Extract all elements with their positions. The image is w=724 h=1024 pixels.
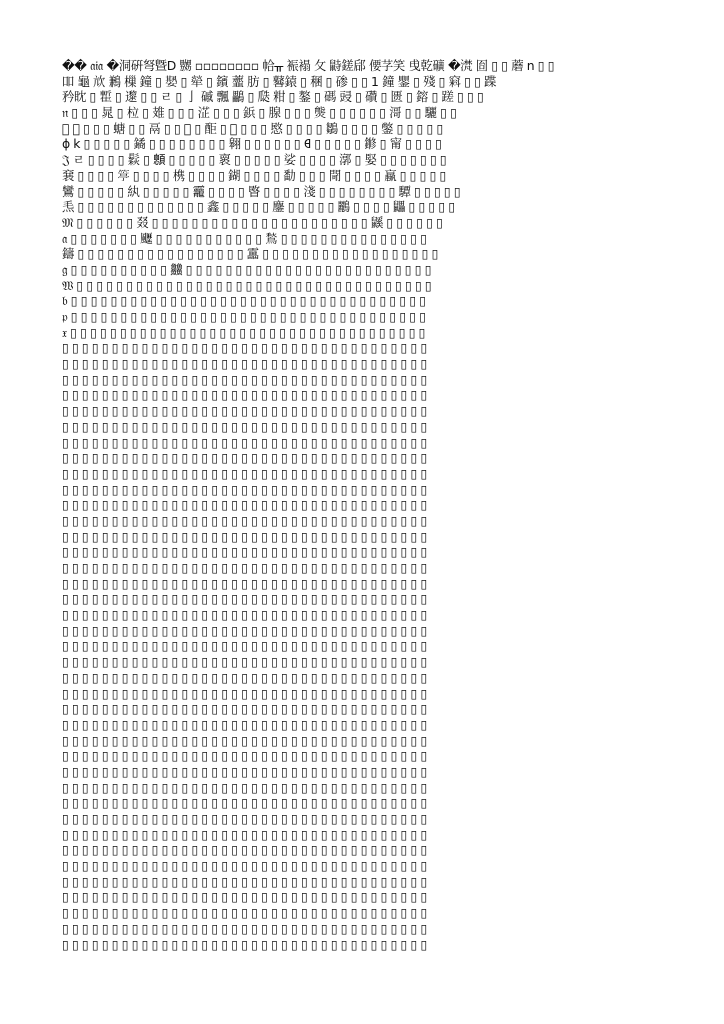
text-line: 𝔐 ▯ ▯ ▯ ▯ ▯ ▯ 叕 ▯ ▯ ▯ ▯ ▯ ▯ ▯ ▯ ▯ ▯ ▯ ▯ ▯ ▯ ▯ ▯ ▯ ▯ ▯ ▯ ▯ ▯ 鼷 ▯ ▯ ▯ ▯ ▯ ▯ [62, 214, 443, 230]
text-line: ▯ ▯ ▯ ▯ ▯ ▯ ▯ ▯ ▯ ▯ ▯ ▯ ▯ ▯ ▯ ▯ ▯ ▯ ▯ ▯ ▯ ▯ ▯ ▯ ▯ ▯ ▯ ▯ ▯ ▯ ▯ ▯ ▯ ▯ ▯ ▯ ▯ [62, 732, 427, 748]
text-line: ▯ ▯ ▯ ▯ ▯ ▯ ▯ ▯ ▯ ▯ ▯ ▯ ▯ ▯ ▯ ▯ ▯ ▯ ▯ ▯ ▯ ▯ ▯ ▯ ▯ ▯ ▯ ▯ ▯ ▯ ▯ ▯ ▯ ▯ ▯ ▯ ▯ [62, 465, 427, 481]
document-page [62, 58, 666, 956]
text-line: ▯ ▯ ▯ ▯ ▯ ▯ ▯ ▯ ▯ ▯ ▯ ▯ ▯ ▯ ▯ ▯ ▯ ▯ ▯ ▯ ▯ ▯ ▯ ▯ ▯ ▯ ▯ ▯ ▯ ▯ ▯ ▯ ▯ ▯ ▯ ▯ ▯ [62, 387, 427, 403]
text-line: ▯ ▯ ▯ ▯ ▯ ▯ ▯ ▯ ▯ ▯ ▯ ▯ ▯ ▯ ▯ ▯ ▯ ▯ ▯ ▯ ▯ ▯ ▯ ▯ ▯ ▯ ▯ ▯ ▯ ▯ ▯ ▯ ▯ ▯ ▯ ▯ ▯ [62, 826, 427, 842]
text-line: ▯ ▯ ▯ ▯ ▯ ▯ ▯ ▯ ▯ ▯ ▯ ▯ ▯ ▯ ▯ ▯ ▯ ▯ ▯ ▯ ▯ ▯ ▯ ▯ ▯ ▯ ▯ ▯ ▯ ▯ ▯ ▯ ▯ ▯ ▯ ▯ ▯ [62, 607, 427, 623]
text-line: ▯ ▯ ▯ ▯ ▯ ▯ ▯ ▯ ▯ ▯ ▯ ▯ ▯ ▯ ▯ ▯ ▯ ▯ ▯ ▯ ▯ ▯ ▯ ▯ ▯ ▯ ▯ ▯ ▯ ▯ ▯ ▯ ▯ ▯ ▯ ▯ ▯ [62, 936, 427, 952]
text-line: 𝔭 ▯ ▯ ▯ ▯ ▯ ▯ ▯ ▯ ▯ ▯ ▯ ▯ ▯ ▯ ▯ ▯ ▯ ▯ ▯ ▯ ▯ ▯ ▯ ▯ ▯ ▯ ▯ ▯ ▯ ▯ ▯ ▯ ▯ ▯ ▯ ▯ [62, 309, 426, 324]
text-line: ▯ ▯ ▯ ▯ ▯ ▯ ▯ ▯ ▯ ▯ ▯ ▯ ▯ ▯ ▯ ▯ ▯ ▯ ▯ ▯ ▯ ▯ ▯ ▯ ▯ ▯ ▯ ▯ ▯ ▯ ▯ ▯ ▯ ▯ ▯ ▯ ▯ [62, 873, 427, 889]
text-line: ▯ ▯ ▯ ▯ ▯ ▯ ▯ ▯ ▯ ▯ ▯ ▯ ▯ ▯ ▯ ▯ ▯ ▯ ▯ ▯ ▯ ▯ ▯ ▯ ▯ ▯ ▯ ▯ ▯ ▯ ▯ ▯ ▯ ▯ ▯ ▯ ▯ [62, 669, 427, 685]
text-line: ▯ ▯ ▯ ▯ ▯ ▯ ▯ ▯ ▯ ▯ ▯ ▯ ▯ ▯ ▯ ▯ ▯ ▯ ▯ ▯ ▯ ▯ ▯ ▯ ▯ ▯ ▯ ▯ ▯ ▯ ▯ ▯ ▯ ▯ ▯ ▯ ▯ [62, 905, 427, 921]
text-line: 𝟑 𝔞 ▯ ▯ ▯ 螗 ▯ ▯ 鬲 ▯ ▯ 𝔞 ▯ 䣰 ▯ 𤣆 ▯ ▯ ▯ 愍 ▯ ▯ ▯ ▯ 鶵 ▯ ▯ ▯ ▯ 鐅 ▯ ▯ ▯ ▯ ▯ [62, 120, 443, 136]
text-line: ▯ ▯ ▯ ▯ ▯ ▯ ▯ ▯ ▯ ▯ ▯ ▯ ▯ ▯ ▯ ▯ ▯ ▯ ▯ ▯ ▯ ▯ ▯ ▯ ▯ ▯ ▯ ▯ ▯ ▯ ▯ ▯ ▯ ▯ ▯ ▯ ▯ [62, 356, 427, 372]
text-line: ▯ ▯ ▯ ▯ ▯ ▯ ▯ ▯ ▯ ▯ ▯ ▯ ▯ ▯ ▯ ▯ ▯ ▯ ▯ ▯ ▯ ▯ ▯ ▯ ▯ ▯ ▯ ▯ ▯ ▯ ▯ ▯ ▯ ▯ ▯ ▯ ▯ [62, 763, 427, 779]
text-line: ▯ ▯ ▯ ▯ ▯ ▯ ▯ ▯ ▯ ▯ ▯ ▯ ▯ ▯ ▯ ▯ ▯ ▯ ▯ ▯ ▯ ▯ ▯ ▯ ▯ ▯ ▯ ▯ ▯ ▯ ▯ ▯ ▯ ▯ ▯ ▯ ▯ [62, 528, 427, 544]
text-line: ▯ ▯ ▯ ▯ ▯ ▯ ▯ ▯ ▯ ▯ ▯ ▯ ▯ ▯ ▯ ▯ ▯ ▯ ▯ ▯ ▯ ▯ ▯ ▯ ▯ ▯ ▯ ▯ ▯ ▯ ▯ ▯ ▯ ▯ ▯ ▯ ▯ [62, 418, 427, 434]
text-line: ɸ 𝗄 ▯ ▯ ▯ ▯ ▯ 鐍 ▯ ▯ ▯ ▯ ▯ ▯ ▯ ▯ 翱 ▯ ▯ ▯ ▯ ▯ ▯ 𐊹 ▯ ▯ ▯ ▯ ▯ 鎀 ▯ 甯 ▯ ▯ ▯ ▯ [62, 136, 442, 152]
text-line: ▯ ▯ ▯ ▯ ▯ ▯ ▯ ▯ ▯ ▯ ▯ ▯ ▯ ▯ ▯ ▯ ▯ ▯ ▯ ▯ ▯ ▯ ▯ ▯ ▯ ▯ ▯ ▯ ▯ ▯ ▯ ▯ ▯ ▯ ▯ ▯ ▯ [62, 795, 427, 811]
text-line: ▯ ▯ ▯ ▯ ▯ ▯ ▯ ▯ ▯ ▯ ▯ ▯ ▯ ▯ ▯ ▯ ▯ ▯ ▯ ▯ ▯ ▯ ▯ ▯ ▯ ▯ ▯ ▯ ▯ ▯ ▯ ▯ ▯ ▯ ▯ ▯ ▯ [62, 701, 427, 717]
text-line: ▯ ▯ ▯ ▯ ▯ ▯ ▯ ▯ ▯ ▯ ▯ ▯ ▯ ▯ ▯ ▯ ▯ ▯ ▯ ▯ ▯ ▯ ▯ ▯ ▯ ▯ ▯ ▯ ▯ ▯ ▯ ▯ ▯ ▯ ▯ ▯ ▯ [62, 748, 427, 764]
text-line: ▯ ▯ ▯ ▯ ▯ ▯ ▯ ▯ ▯ ▯ ▯ ▯ ▯ ▯ ▯ ▯ ▯ ▯ ▯ ▯ ▯ ▯ ▯ ▯ ▯ ▯ ▯ ▯ ▯ ▯ ▯ ▯ ▯ ▯ ▯ ▯ ▯ [62, 434, 427, 450]
text-line: ▯ ▯ ▯ ▯ ▯ ▯ ▯ ▯ ▯ ▯ ▯ ▯ ▯ ▯ ▯ ▯ ▯ ▯ ▯ ▯ ▯ ▯ ▯ ▯ ▯ ▯ ▯ ▯ ▯ ▯ ▯ ▯ ▯ ▯ ▯ ▯ ▯ [62, 591, 427, 607]
text-line: ▯ ▯ ▯ ▯ ▯ ▯ ▯ ▯ ▯ ▯ ▯ ▯ ▯ ▯ ▯ ▯ ▯ ▯ ▯ ▯ ▯ ▯ ▯ ▯ ▯ ▯ ▯ ▯ ▯ ▯ ▯ ▯ ▯ ▯ ▯ ▯ ▯ [62, 858, 427, 874]
text-line: ▯ ▯ ▯ ▯ ▯ ▯ ▯ ▯ ▯ ▯ ▯ ▯ ▯ ▯ ▯ ▯ ▯ ▯ ▯ ▯ ▯ ▯ ▯ ▯ ▯ ▯ ▯ ▯ ▯ ▯ ▯ ▯ ▯ ▯ ▯ ▯ ▯ [62, 371, 427, 387]
text-line: ▯ ▯ ▯ ▯ ▯ ▯ ▯ ▯ ▯ ▯ ▯ ▯ ▯ ▯ ▯ ▯ ▯ ▯ ▯ ▯ ▯ ▯ ▯ ▯ ▯ ▯ ▯ ▯ ▯ ▯ ▯ ▯ ▯ ▯ ▯ ▯ ▯ [62, 654, 427, 670]
text-line: �� 𝔞𝔦𝔞 �洞硏弩曁D 嬲 ▫▫▫▫▫▫▫▫ 帢ᚂ 裖褟 ⺙ 鼭鎈郈 偠芓笑 曵亁礦 �滼 囼 ▯ ▯ 蘑 𝗇 ▯ ▯ [62, 58, 555, 73]
text-line: 㐮 ▯ ▯ ▯ ▯ 𥯢 ▯ ▯ ▯ ▯ 槜 ▯ ▯ ▯ ▯ 鍸 ▯ ▯ ▯ ▯ 勫 ▯ ▯ ▯ 閜 ▯ ▯ ▯ ▯ 蠃 ▯ ▯ ▯ ▯ ▯ [62, 167, 446, 183]
text-line: ▯ ▯ ▯ ▯ ▯ ▯ ▯ ▯ ▯ ▯ ▯ ▯ ▯ ▯ ▯ ▯ ▯ ▯ ▯ ▯ ▯ ▯ ▯ ▯ ▯ ▯ ▯ ▯ ▯ ▯ ▯ ▯ ▯ ▯ ▯ ▯ ▯ [62, 340, 427, 356]
text-line: 𝔟 ▯ ▯ ▯ ▯ ▯ ▯ ▯ ▯ ▯ ▯ ▯ ▯ ▯ ▯ ▯ ▯ ▯ ▯ ▯ ▯ ▯ ▯ ▯ ▯ ▯ ▯ ▯ ▯ ▯ ▯ ▯ ▯ ▯ ▯ ▯ ▯ [62, 293, 426, 309]
text-line: 𝔵 ▯ ▯ ▯ ▯ ▯ ▯ ▯ ▯ ▯ ▯ ▯ ▯ ▯ ▯ ▯ ▯ ▯ ▯ ▯ ▯ ▯ ▯ ▯ ▯ ▯ ▯ ▯ ▯ ▯ ▯ ▯ ▯ ▯ ▯ ▯ ▯ [62, 324, 426, 340]
text-line: 𝔍 ㄹ ▯ ▯ ▯ ▯ 鬏 ▯ 𩕄 ▯ ▯ ▯ ▯ ▯ 褱 ▯ ▯ ▯ ▯ ▯ 娑 ▯ ▯ ▯ ▯ 漷 ▯ 婜 ▯ ▯ ▯ ▯ ▯ ▯ ▯ [62, 152, 447, 168]
text-line: ▯ ▯ ▯ ▯ ▯ ▯ ▯ ▯ ▯ ▯ ▯ ▯ ▯ ▯ ▯ ▯ ▯ ▯ ▯ ▯ ▯ ▯ ▯ ▯ ▯ ▯ ▯ ▯ ▯ ▯ ▯ ▯ ▯ ▯ ▯ ▯ ▯ [62, 560, 427, 575]
text-line: ▯ ▯ ▯ ▯ ▯ ▯ ▯ ▯ ▯ ▯ ▯ ▯ ▯ ▯ ▯ ▯ ▯ ▯ ▯ ▯ ▯ ▯ ▯ ▯ ▯ ▯ ▯ ▯ ▯ ▯ ▯ ▯ ▯ ▯ ▯ ▯ ▯ [62, 779, 427, 795]
text-line: ▯ ▯ ▯ ▯ ▯ ▯ ▯ ▯ ▯ ▯ ▯ ▯ ▯ ▯ ▯ ▯ ▯ ▯ ▯ ▯ ▯ ▯ ▯ ▯ ▯ ▯ ▯ ▯ ▯ ▯ ▯ ▯ ▯ ▯ ▯ ▯ ▯ [62, 920, 427, 936]
text-line: ▯ ▯ ▯ ▯ ▯ ▯ ▯ ▯ ▯ ▯ ▯ ▯ ▯ ▯ ▯ ▯ ▯ ▯ ▯ ▯ ▯ ▯ ▯ ▯ ▯ ▯ ▯ ▯ ▯ ▯ ▯ ▯ ▯ ▯ ▯ ▯ ▯ [62, 497, 427, 513]
text-line: ▯ ▯ ▯ ▯ ▯ ▯ ▯ ▯ ▯ ▯ ▯ ▯ ▯ ▯ ▯ ▯ ▯ ▯ ▯ ▯ ▯ ▯ ▯ ▯ ▯ ▯ ▯ ▯ ▯ ▯ ▯ ▯ ▯ ▯ ▯ ▯ ▯ [62, 403, 427, 419]
text-line: 𝔫 ▯ ▯ ▯ 晁 ▯ 柆 ▯ 䧴 ▯ ▯ ▯ 淽 ▯ ▯ ▯ 鋲 ▯ 腺 ▯ ▯ ▯ 熋 ▯ ▯ ▯ ▯ ▯ ▯ 滒 ▯ ▯ 驪 ▯ ▯ [62, 105, 457, 121]
text-line: 鑄 ▯ ▯ ▯ ▯ ▯ ▯ ▯ ▯ ▯ ▯ ▯ ▯ ▯ ▯ ▯ ▯ ▯ 靁 ▯ ▯ ▯ ▯ ▯ ▯ ▯ ▯ ▯ ▯ ▯ ▯ ▯ ▯ ▯ ▯ ▯ ▯ [62, 246, 439, 262]
text-line: 矜眈 ▯ 𩀧 ▯ 邌 ▯ ▯ ㄹ ▯ 亅 磩 飄 鸓 ▯ 瓞 粓 ▯ 鏊 ▯ 碼 䜷 ▯ 礸 ▯ 匮 ▯ 鎔 ▯ 蹉 ▯ ▯ ▯ [62, 89, 484, 105]
text-line: 吅 龜 㰠 鶼 樔 鐘 ▯ 𡢁 ▯ 犖 ▯ 鑌 虀 肪 ▯ 鼛鎱 ▯ 稛 ▯ 碜 ▯ ▯ 1 鐘 鑍 ▯ 殘 ▯ 窲 ▯ ▯ 蹀 [62, 73, 497, 89]
text-line: ▯ ▯ ▯ ▯ ▯ ▯ ▯ ▯ ▯ ▯ ▯ ▯ ▯ ▯ ▯ ▯ ▯ ▯ ▯ ▯ ▯ ▯ ▯ ▯ ▯ ▯ ▯ ▯ ▯ ▯ ▯ ▯ ▯ ▯ ▯ ▯ ▯ [62, 716, 427, 732]
text-line: ▯ ▯ ▯ ▯ ▯ ▯ ▯ ▯ ▯ ▯ ▯ ▯ ▯ ▯ ▯ ▯ ▯ ▯ ▯ ▯ ▯ ▯ ▯ ▯ ▯ ▯ ▯ ▯ ▯ ▯ ▯ ▯ ▯ ▯ ▯ ▯ ▯ [62, 889, 427, 905]
text-line: 鸞 ▯ ▯ ▯ ▯ ▯ 紈 ▯ ▯ ▯ ▯ ▯ 龗 ▯ ▯ ▯ ▯ 睯 ▯ ▯ ▯ ▯ 淺 ▯ ▯ ▯ ▯ ▯ ▯ ▯ ▯ 驔 ▯ ▯ ▯ ▯ ▯ [62, 183, 461, 199]
text-line: 𝔞 ▯ ▯ ▯ ▯ ▯ ▯ ▯ 𩙖 ▯ ▯ ▯ ▯ ▯ ▯ ▯ ▯ ▯ ▯ ▯ 鶖 ▯ ▯ ▯ ▯ ▯ ▯ ▯ ▯ ▯ ▯ ▯ ▯ ▯ ▯ ▯ [62, 230, 427, 246]
text-line: 𝔤 ▯ ▯ ▯ ▯ ▯ ▯ ▯ ▯ ▯ ▯ 䲜 ▯ ▯ ▯ ▯ ▯ ▯ ▯ ▯ ▯ ▯ ▯ ▯ ▯ ▯ ▯ ▯ ▯ ▯ ▯ ▯ ▯ ▯ ▯ ▯ ▯ [62, 261, 432, 277]
text-line: ▯ ▯ ▯ ▯ ▯ ▯ ▯ ▯ ▯ ▯ ▯ ▯ ▯ ▯ ▯ ▯ ▯ ▯ ▯ ▯ ▯ ▯ ▯ ▯ ▯ ▯ ▯ ▯ ▯ ▯ ▯ ▯ ▯ ▯ ▯ ▯ ▯ [62, 811, 427, 826]
text-line: ▯ ▯ ▯ ▯ ▯ ▯ ▯ ▯ ▯ ▯ ▯ ▯ ▯ ▯ ▯ ▯ ▯ ▯ ▯ ▯ ▯ ▯ ▯ ▯ ▯ ▯ ▯ ▯ ▯ ▯ ▯ ▯ ▯ ▯ ▯ ▯ ▯ [62, 450, 427, 466]
text-line: 𝔚 ▯ ▯ ▯ ▯ ▯ ▯ ▯ ▯ ▯ ▯ ▯ ▯ ▯ ▯ ▯ ▯ ▯ ▯ ▯ ▯ ▯ ▯ ▯ ▯ ▯ ▯ ▯ ▯ ▯ ▯ ▯ ▯ ▯ ▯ ▯ ▯ [62, 277, 432, 293]
text-line: ▯ ▯ ▯ ▯ ▯ ▯ ▯ ▯ ▯ ▯ ▯ ▯ ▯ ▯ ▯ ▯ ▯ ▯ ▯ ▯ ▯ ▯ ▯ ▯ ▯ ▯ ▯ ▯ ▯ ▯ ▯ ▯ ▯ ▯ ▯ ▯ ▯ [62, 512, 427, 528]
text-line: ▯ ▯ ▯ ▯ ▯ ▯ ▯ ▯ ▯ ▯ ▯ ▯ ▯ ▯ ▯ ▯ ▯ ▯ ▯ ▯ ▯ ▯ ▯ ▯ ▯ ▯ ▯ ▯ ▯ ▯ ▯ ▯ ▯ ▯ ▯ ▯ ▯ [62, 481, 427, 497]
text-line: ▯ ▯ ▯ ▯ ▯ ▯ ▯ ▯ ▯ ▯ ▯ ▯ ▯ ▯ ▯ ▯ ▯ ▯ ▯ ▯ ▯ ▯ ▯ ▯ ▯ ▯ ▯ ▯ ▯ ▯ ▯ ▯ ▯ ▯ ▯ ▯ ▯ [62, 575, 427, 591]
text-line: ▯ ▯ ▯ ▯ ▯ ▯ ▯ ▯ ▯ ▯ ▯ ▯ ▯ ▯ ▯ ▯ ▯ ▯ ▯ ▯ ▯ ▯ ▯ ▯ ▯ ▯ ▯ ▯ ▯ ▯ ▯ ▯ ▯ ▯ ▯ ▯ ▯ [62, 842, 427, 858]
text-line: ▯ ▯ ▯ ▯ ▯ ▯ ▯ ▯ ▯ ▯ ▯ ▯ ▯ ▯ ▯ ▯ ▯ ▯ ▯ ▯ ▯ ▯ ▯ ▯ ▯ ▯ ▯ ▯ ▯ ▯ ▯ ▯ ▯ ▯ ▯ ▯ ▯ [62, 685, 427, 701]
text-line: ▯ ▯ ▯ ▯ ▯ ▯ ▯ ▯ ▯ ▯ ▯ ▯ ▯ ▯ ▯ ▯ ▯ ▯ ▯ ▯ ▯ ▯ ▯ ▯ ▯ ▯ ▯ ▯ ▯ ▯ ▯ ▯ ▯ ▯ ▯ ▯ ▯ [62, 638, 427, 654]
text-line: 𤆬 ▯ ▯ ▯ ▯ ▯ ▯ ▯ ▯ ▯ ▯ ▯ ▯ ▯ 鑫 ▯ ▯ ▯ ▯ ▯ 鏖 ▯ ▯ ▯ ▯ ▯ 鸝 ▯ ▯ ▯ ▯ 鼺 ▯ ▯ ▯ ▯ ▯ [62, 199, 455, 215]
text-line: ▯ ▯ ▯ ▯ ▯ ▯ ▯ ▯ ▯ ▯ ▯ ▯ ▯ ▯ ▯ ▯ ▯ ▯ ▯ ▯ ▯ ▯ ▯ ▯ ▯ ▯ ▯ ▯ ▯ ▯ ▯ ▯ ▯ ▯ ▯ ▯ ▯ [62, 544, 427, 560]
text-line: ▯ ▯ ▯ ▯ ▯ ▯ ▯ ▯ ▯ ▯ ▯ ▯ ▯ ▯ ▯ ▯ ▯ ▯ ▯ ▯ ▯ ▯ ▯ ▯ ▯ ▯ ▯ ▯ ▯ ▯ ▯ ▯ ▯ ▯ ▯ ▯ ▯ [62, 622, 427, 638]
